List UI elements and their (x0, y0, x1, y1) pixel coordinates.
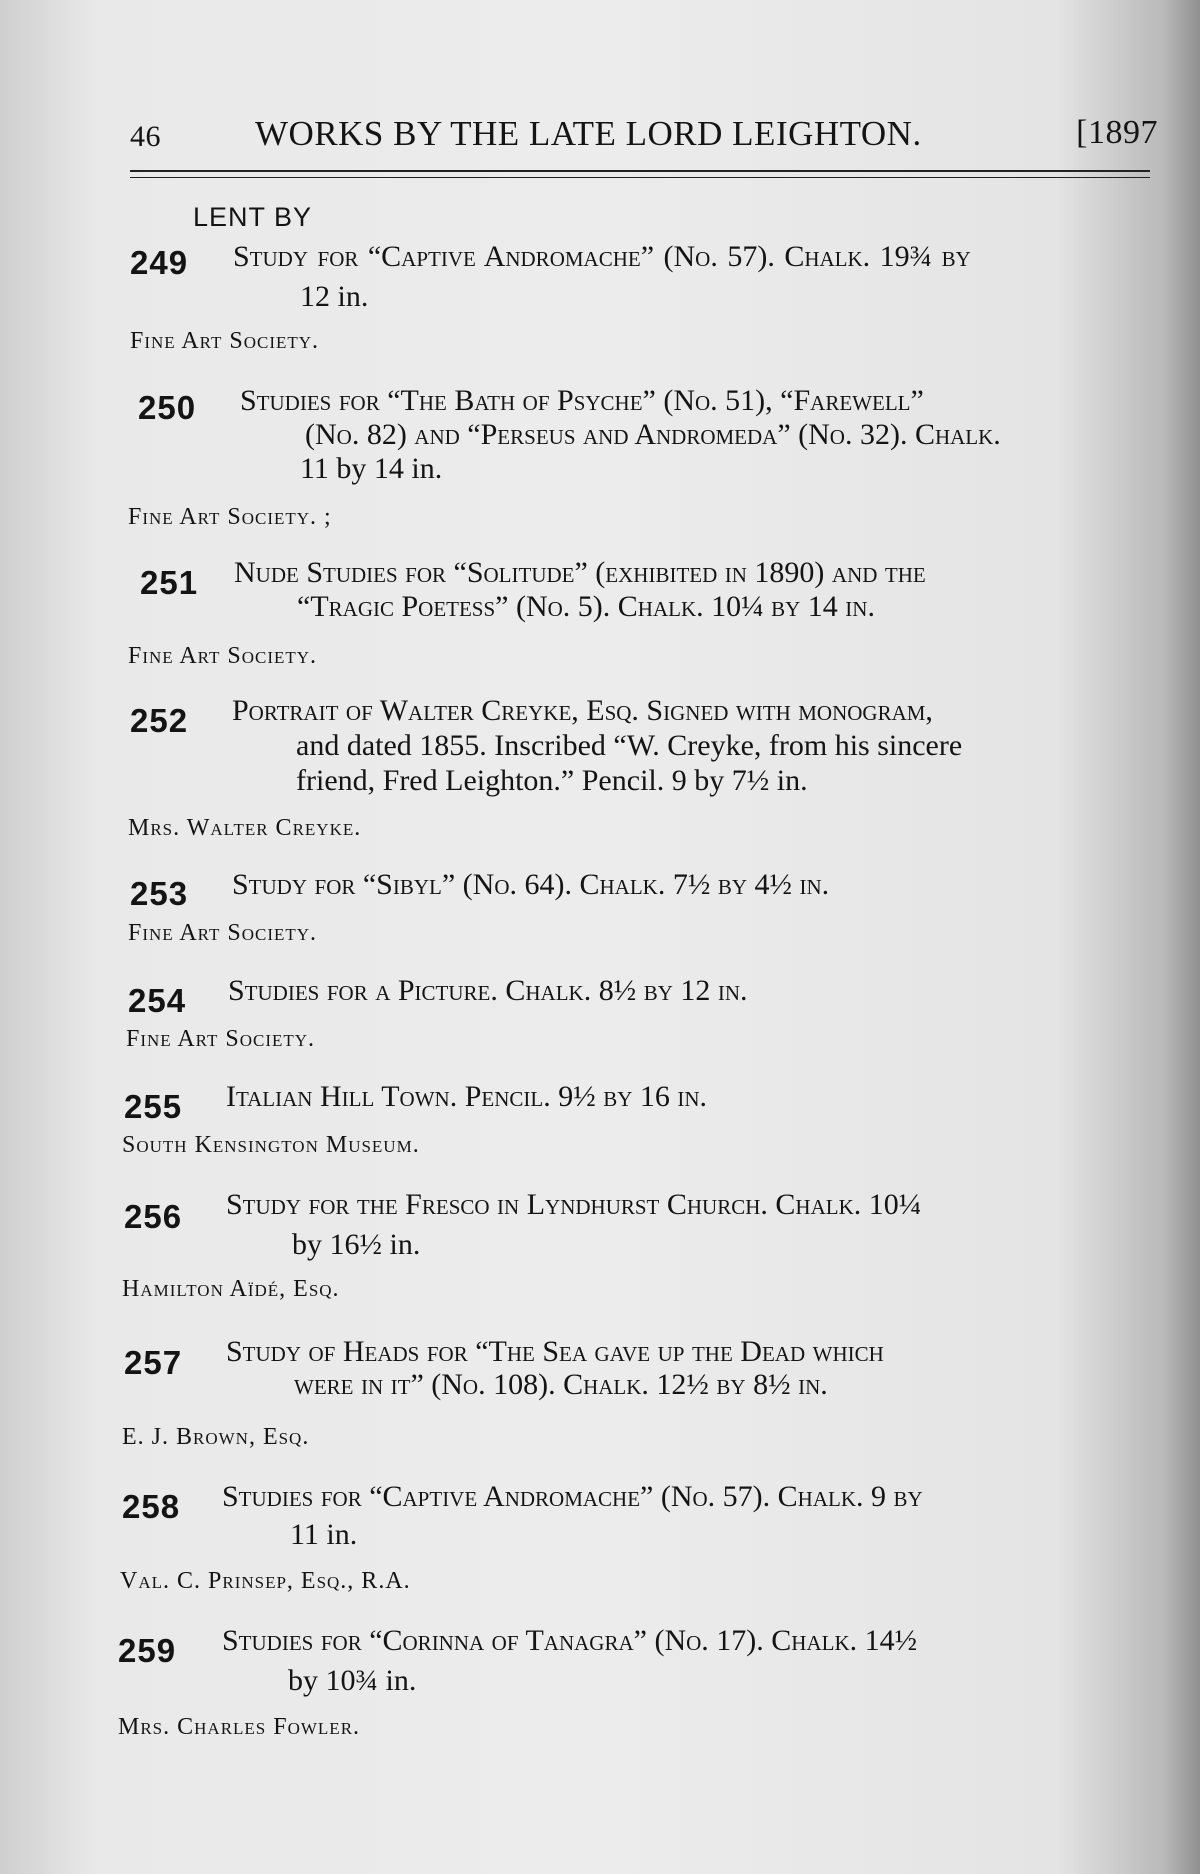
entry-line: Study of Heads for “The Sea gave up the Dead which (226, 1335, 884, 1368)
entry-number: 255 (124, 1088, 183, 1125)
entry-line: 12 in. (300, 280, 369, 313)
lender-name: Val. C. Prinsep, Esq., R.A. (120, 1568, 411, 1594)
entry-number: 256 (124, 1198, 183, 1235)
header-year: [1897 (1076, 114, 1158, 151)
lender-name: E. J. Brown, Esq. (122, 1424, 310, 1450)
entry-line: and dated 1855. Inscribed “W. Creyke, from his sincere (296, 729, 963, 762)
entry-number: 259 (118, 1632, 177, 1669)
entry-line: Study for “Sibyl” (No. 64). Chalk. 7½ by 4½ in. (232, 868, 830, 901)
entry-number: 251 (140, 564, 199, 601)
entry-line: friend, Fred Leighton.” Pencil. 9 by 7½ in. (296, 764, 808, 797)
entry-line: Studies for a Picture. Chalk. 8½ by 12 in. (228, 974, 748, 1007)
lent-by-heading: LENT BY (193, 202, 313, 232)
entry-line: by 16½ in. (292, 1228, 421, 1261)
header-rule-thin (130, 177, 1150, 178)
lender-name: Fine Art Society. (126, 1026, 316, 1052)
entry-line: “Tragic Poetess” (No. 5). Chalk. 10¼ by 14 in. (297, 590, 875, 623)
entry-number: 254 (128, 982, 187, 1019)
header-rule-thick (130, 170, 1150, 172)
lender-name: Hamilton Aïdé, Esq. (122, 1276, 340, 1302)
entry-line: (No. 82) and “Perseus and Andromeda” (No. 32). Chalk. (305, 418, 1001, 451)
entry-line: Studies for “The Bath of Psyche” (No. 51), “Farewell” (240, 384, 924, 417)
page-title: WORKS BY THE LATE LORD LEIGHTON. (255, 114, 922, 153)
entry-line: by 10¾ in. (288, 1664, 417, 1697)
lender-name: Fine Art Society. (130, 328, 320, 354)
entry-line: Portrait of Walter Creyke, Esq. Signed with monogram, (232, 694, 933, 727)
lender-name: Mrs. Walter Creyke. (128, 815, 362, 841)
entry-line: 11 in. (290, 1518, 358, 1551)
entry-line: Italian Hill Town. Pencil. 9½ by 16 in. (226, 1080, 708, 1113)
running-header (130, 108, 1158, 158)
lender-name: Mrs. Charles Fowler. (118, 1714, 361, 1740)
entry-line: Nude Studies for “Solitude” (exhibited in 1890) and the (234, 556, 926, 589)
lender-name: Fine Art Society. (128, 643, 318, 669)
lender-name: Fine Art Society. ; (128, 504, 332, 530)
entry-line: Study for “Captive Andromache” (No. 57). Chalk. 19¾ by (233, 240, 971, 273)
entry-line: Studies for “Corinna of Tanagra” (No. 17). Chalk. 14½ (222, 1624, 918, 1657)
entry-line: Studies for “Captive Andromache” (No. 57). Chalk. 9 by (222, 1480, 923, 1513)
page-number: 46 (130, 120, 161, 153)
entry-number: 253 (130, 875, 189, 912)
entry-number: 257 (124, 1344, 183, 1381)
lender-name: Fine Art Society. (128, 920, 318, 946)
entry-line: 11 by 14 in. (300, 452, 443, 485)
entry-number: 252 (130, 702, 189, 739)
entry-number: 258 (122, 1488, 181, 1525)
entry-number: 250 (138, 389, 197, 426)
lender-name: South Kensington Museum. (122, 1132, 420, 1158)
entry-line: Study for the Fresco in Lyndhurst Church. Chalk. 10¼ (226, 1188, 922, 1221)
entry-number: 249 (130, 244, 189, 281)
entry-line: were in it” (No. 108). Chalk. 12½ by 8½ in. (294, 1368, 828, 1401)
